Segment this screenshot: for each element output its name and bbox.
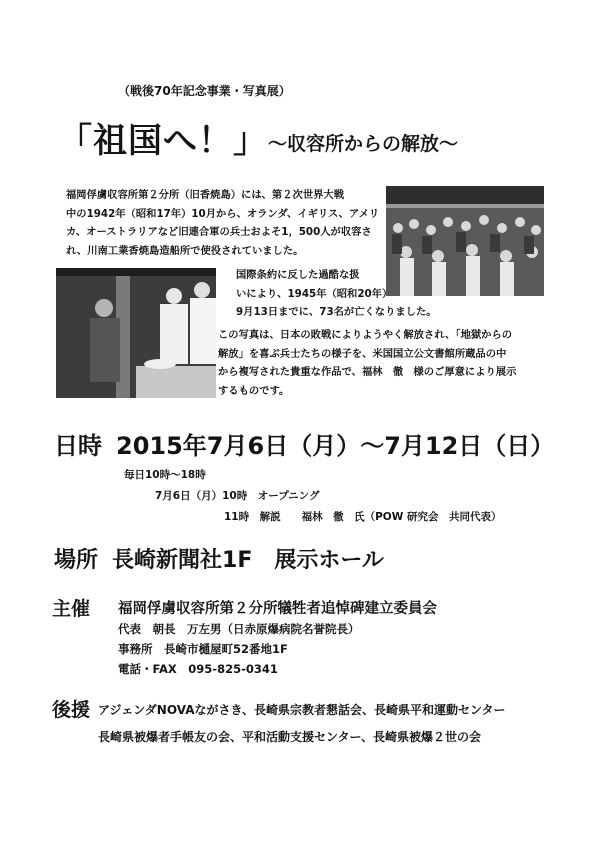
intro-line: カ、オーストラリアなど旧連合軍の兵士およそ1，500人が収容さ [66, 226, 372, 238]
conditions-line: 国際条約に反した過酷な扱 [236, 269, 360, 281]
intro-line: れ、川南工業香焼島造船所で使役されていました。 [66, 244, 304, 257]
date-label: 日時 [54, 432, 102, 460]
conditions-paragraph [236, 266, 437, 322]
host-label: 主催 [52, 598, 91, 620]
supporters-line-2: 長崎県被爆者手帳友の会、平和活動支援センター、長崎県被爆２世の会 [98, 730, 482, 744]
description-line: 解放」を喜ぶ兵士たちの様子を、米国国立公文書館所蔵品の中 [218, 347, 507, 360]
host-office-address: 事務所 長崎市樋屋町52番地1F [118, 642, 288, 656]
host-organization: 福岡俘虜収容所第２分所犠牲者追悼碑建立委員会 [118, 601, 437, 617]
opening-ceremony: 7月6日（月）10時 オープニング [155, 490, 320, 502]
host-representative: 代表 朝長 万左男（日赤原爆病院名誉院長） [118, 622, 360, 636]
host-phone: 電話・FAX 095-825-0341 [118, 662, 278, 676]
page-title: 「祖国へ！」 [58, 121, 268, 161]
event-venue [54, 543, 384, 574]
conditions-line: 9月13日までに、73名が亡くなりました。 [236, 306, 437, 318]
conditions-line: いにより、1945年（昭和20年） [236, 287, 393, 300]
date-range: 2015年7月6日（月）～7月12日（日） [116, 432, 555, 460]
description-line: から複写された貴重な作品で、福林 徹 様のご厚意により展示 [218, 366, 517, 378]
intro-line: 福岡俘虜収容所第２分所（旧香焼島）には、第２次世界大戦 [66, 189, 345, 201]
soldiers-photo [56, 268, 216, 398]
description-line: するものです。 [218, 384, 290, 397]
support-label: 後援 [52, 699, 91, 721]
venue-place: 長崎新聞社1F 展示ホール [112, 548, 384, 573]
opening-hours: 毎日10時～18時 [124, 469, 206, 481]
description-line: この写真は、日本の敗戦によりようやく解放され、「地獄からの [218, 329, 513, 341]
guided-talk: 11時 解説 福林 徹 氏（POW 研究会 共同代表） [224, 511, 502, 523]
supporters-line-1: アジェンダNOVAながさき、長崎県宗教者懇話会、長崎県平和運動センター [98, 703, 506, 717]
event-dates [54, 426, 554, 461]
intro-paragraph [66, 186, 379, 260]
event-subtitle: （戦後70年記念事業・写真展） [118, 84, 291, 98]
photo-description-paragraph [218, 326, 516, 400]
venue-label: 場所 [54, 548, 99, 573]
intro-line: 中の1942年（昭和17年）10月から、オランダ、イギリス、アメリ [66, 207, 380, 220]
page-title-sub: ～収容所からの解放～ [268, 133, 459, 155]
